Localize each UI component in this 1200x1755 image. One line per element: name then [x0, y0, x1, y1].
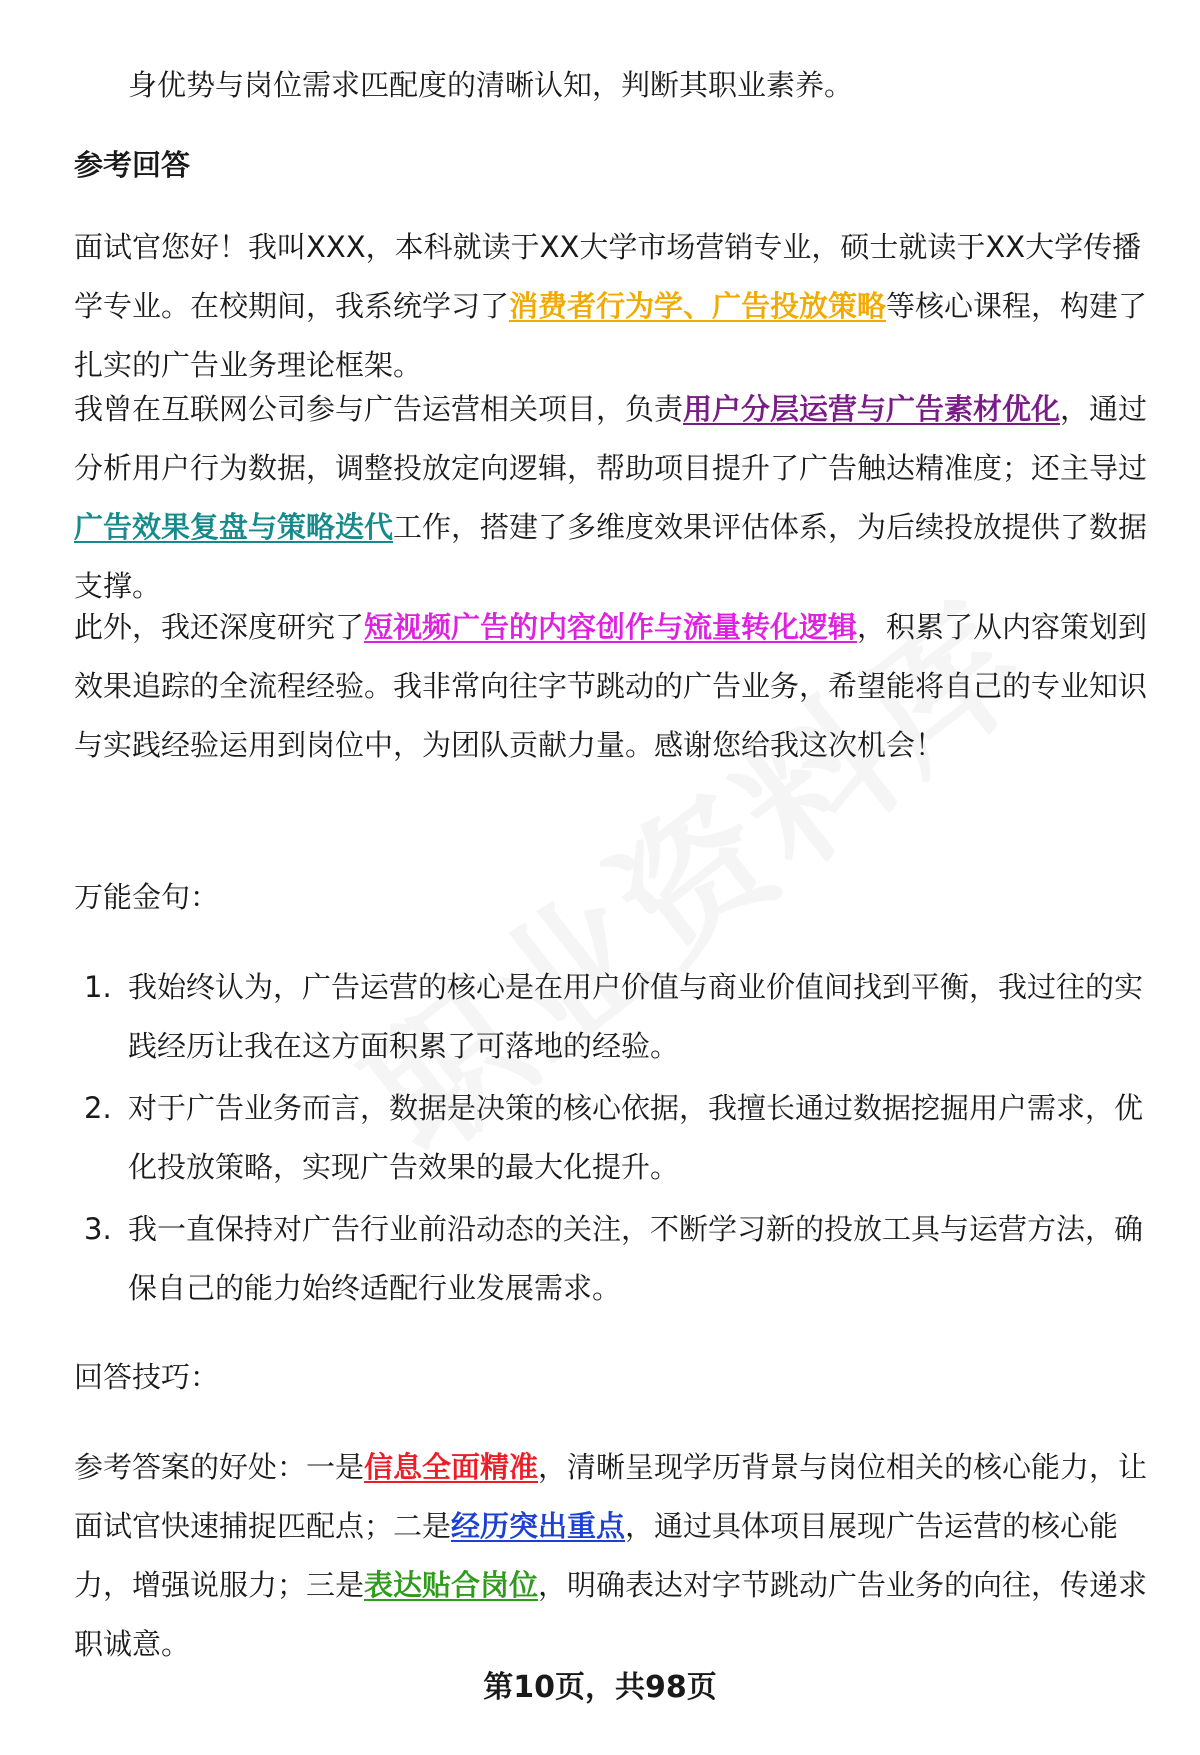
list-number: 3.	[84, 1212, 112, 1246]
page-number-footer: 第10页，共98页	[483, 1670, 717, 1705]
p1-highlight: 消费者行为学、广告投放策略	[509, 289, 887, 323]
section-heading: 参考回答	[74, 148, 191, 182]
p4-highlight-2: 经历突出重点	[451, 1509, 626, 1543]
tips-heading: 回答技巧：	[74, 1360, 220, 1394]
p1-text-a: 面试官您好！我叫XXX，本科就读于XX大学市场营销专业，硕士就读于XX大学传播学专业。在校期间，我系统学习了	[74, 230, 1142, 323]
answer-paragraph-3	[74, 598, 1148, 775]
p2-text-b: ，通过分析用户行为数据，调整投放定向逻辑，帮助项目提升了广告触达精准度；还主导过	[74, 392, 1148, 485]
p4-text-b: ，清晰呈现学历背景与岗位相关的核心能力，让面试官快速捕捉匹配点；二是	[74, 1450, 1148, 1543]
p2-text-c: 工作，搭建了多维度效果评估体系，为后续投放提供了数据支撑。	[74, 510, 1148, 603]
list-item	[74, 1079, 1148, 1197]
p3-text-a: 此外，我还深度研究了	[74, 610, 365, 644]
p4-text-d: ，明确表达对字节跳动广告业务的向往，传递求职诚意。	[74, 1568, 1148, 1661]
p4-text-c: ，通过具体项目展现广告运营的核心能力，增强说服力；三是	[74, 1509, 1119, 1602]
list-item	[74, 1200, 1148, 1318]
p2-highlight-2: 广告效果复盘与策略迭代	[74, 510, 394, 544]
intro-tail: 身优势与岗位需求匹配度的清晰认知，判断其职业素养。	[128, 68, 854, 102]
list-text: 我始终认为，广告运营的核心是在用户价值与商业价值间找到平衡，我过往的实践经历让我在这方面积累了可落地的经验。	[128, 970, 1144, 1063]
list-number: 1.	[84, 970, 112, 1004]
p4-highlight-1: 信息全面精准	[364, 1450, 539, 1484]
answer-paragraph-2	[74, 380, 1148, 616]
golden-heading: 万能金句：	[74, 880, 220, 914]
list-item	[74, 958, 1148, 1076]
answer-paragraph-1	[74, 218, 1148, 395]
tips-paragraph	[74, 1438, 1148, 1674]
list-text: 对于广告业务而言，数据是决策的核心依据，我擅长通过数据挖掘用户需求，优化投放策略，实现广告效果的最大化提升。	[128, 1091, 1144, 1184]
p2-text-a: 我曾在互联网公司参与广告运营相关项目，负责	[74, 392, 684, 426]
golden-sentence-list	[74, 958, 1148, 1321]
list-number: 2.	[84, 1091, 112, 1125]
list-text: 我一直保持对广告行业前沿动态的关注，不断学习新的投放工具与运营方法，确保自己的能力始终适配行业发展需求。	[128, 1212, 1144, 1305]
p4-text-a: 参考答案的好处：一是	[74, 1450, 365, 1484]
p2-highlight-1: 用户分层运营与广告素材优化	[683, 392, 1061, 426]
p4-highlight-3: 表达贴合岗位	[364, 1568, 539, 1602]
p1-text-b: 等核心课程，构建了扎实的广告业务理论框架。	[74, 289, 1148, 382]
p3-highlight: 短视频广告的内容创作与流量转化逻辑	[364, 610, 858, 644]
p3-text-b: ，积累了从内容策划到效果追踪的全流程经验。我非常向往字节跳动的广告业务，希望能将自己的专业知识与实践经验运用到岗位中，为团队贡献力量。感谢您给我这次机会！	[74, 610, 1148, 762]
